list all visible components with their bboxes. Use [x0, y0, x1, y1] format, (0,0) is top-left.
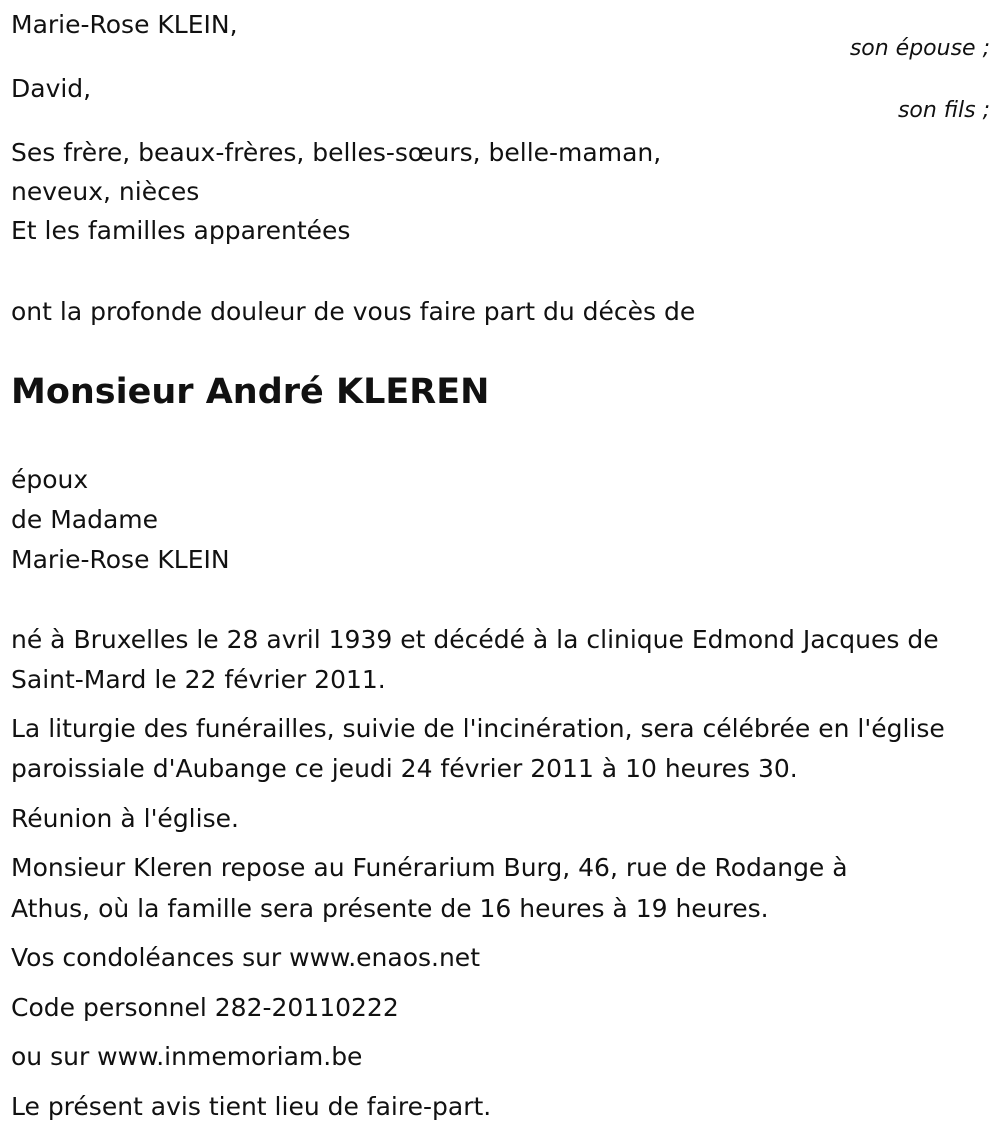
- spouse-line-2: de Madame: [11, 505, 159, 534]
- relatives-line-1: Ses frère, beaux-frères, belles-sœurs, belle-maman,: [11, 138, 662, 167]
- announcement-text: ont la profonde douleur de vous faire part du décès de: [11, 297, 696, 326]
- liturgy-line-2: paroissiale d'Aubange ce jeudi 24 février 2011 à 10 heures 30.: [11, 754, 798, 783]
- wife-name: Marie-Rose KLEIN,: [11, 10, 238, 39]
- son-name: David,: [11, 74, 92, 103]
- notice-text: Le présent avis tient lieu de faire-part.: [11, 1092, 492, 1121]
- liturgy-line-1: La liturgie des funérailles, suivie de l'incinération, sera célébrée en l'église: [11, 714, 945, 743]
- spouse-line-3: Marie-Rose KLEIN: [11, 545, 230, 574]
- son-role: son fils ;: [897, 98, 990, 123]
- meeting-text: Réunion à l'église.: [11, 804, 239, 833]
- personal-code: Code personnel 282-20110222: [11, 993, 399, 1022]
- relatives-line-2: neveux, nièces: [11, 177, 200, 206]
- birth-death-line-2: Saint-Mard le 22 février 2011.: [11, 665, 386, 694]
- condolences-text: Vos condoléances sur www.enaos.net: [11, 943, 480, 972]
- alternate-site: ou sur www.inmemoriam.be: [11, 1042, 363, 1071]
- rest-line-1: Monsieur Kleren repose au Funérarium Burg, 46, rue de Rodange à: [11, 853, 848, 882]
- relatives-line-3: Et les familles apparentées: [11, 216, 351, 245]
- rest-line-2: Athus, où la famille sera présente de 16 heures à 19 heures.: [11, 894, 769, 923]
- spouse-line-1: époux: [11, 465, 89, 494]
- birth-death-line-1: né à Bruxelles le 28 avril 1939 et décédé à la clinique Edmond Jacques de: [11, 625, 939, 654]
- wife-role: son épouse ;: [849, 36, 990, 61]
- deceased-name: Monsieur André KLEREN: [11, 372, 490, 412]
